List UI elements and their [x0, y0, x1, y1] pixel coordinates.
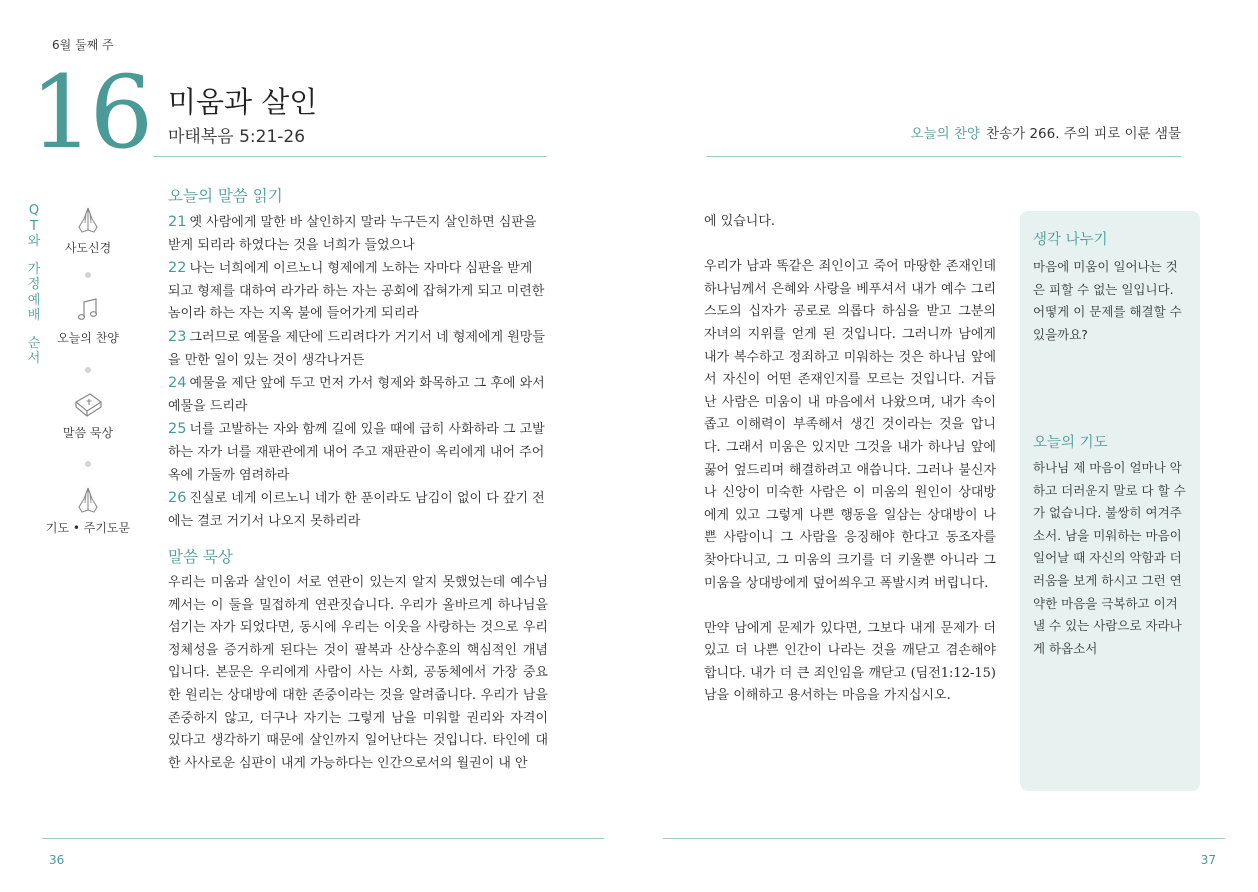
verse-number: 22	[168, 260, 187, 277]
vertical-char: 예	[27, 292, 41, 308]
verse	[168, 257, 548, 326]
meditation-paragraph: 우리가 남과 똑같은 죄인이고 죽어 마땅한 존재인데 하나님께서 은혜와 사랑을 베푸셔서 내가 예수 그리스도의 십자가 공로로 의롭다 하심을 받고 그분의 자녀의 지위를 얻게 된 것입니다. 그러니까 남에게 내가 복수하고 정죄하고 미워하는 것은 하나님 앞에서 자신이 어떤 존재인지를 모르는 것입니다. 거듭난 사람은 미움이 내 마음에서 나왔으며, 내가 속이 좁고 이해력이 부족해서 생긴 것이라는 것을 압니다. 그래서 미움은 있지만 그것을 내가 하나님 앞에 꿇어 엎드리며 해결하려고 애씁니다. 그러나 불신자나 신앙이 미숙한 사람은 이 미움의 원인이 상대방에게 있고 그렇게 나쁜 행동을 일삼는 상대방이 나쁜 사람이니 그 사람을 응징해야 한다고 동조자를 찾아다니고, 그 미움의 크기를 더 키울뿐 아니라 그 미움을 상대방에게 덮어씌우고 폭발시켜 버립니다.	[704, 259, 996, 591]
scripture-reference: 마태복음 5:21-26	[168, 127, 306, 147]
verse	[168, 487, 548, 533]
bible-icon	[72, 390, 104, 420]
meditation-paragraph: 에 있습니다.	[704, 214, 776, 229]
header-rule-right	[707, 156, 1181, 157]
prayer-text: 하나님 제 마음이 얼마나 악하고 더러운지 말로 다 할 수가 없습니다. 불쌍히 여겨주소서. 남을 미워하는 마음이 일어날 때 자신의 악함과 더러움을 보게 하시고 그런 연약한 마음을 극복하고 이겨낼 수 있는 사람으로 자라나게 하옵소서	[1033, 460, 1186, 656]
page-title: 미움과 살인	[168, 85, 318, 119]
sidebar-separator-dot	[85, 367, 91, 373]
prayer-heading: 오늘의 기도	[1033, 435, 1108, 451]
share-heading: 생각 나누기	[1033, 232, 1108, 248]
verse-text: 그러므로 예물을 제단에 드리려다가 거기서 네 형제에게 원망들을 만한 일이 있는 것이 생각나거든	[168, 329, 545, 368]
vertical-char: T	[30, 218, 38, 234]
header-rule-left	[153, 156, 547, 157]
week-label: 6월 둘째 주	[52, 38, 114, 52]
day-number: 16	[30, 54, 150, 171]
meditation-text-left: 우리는 미움과 살인이 서로 연관이 있는지 알지 못했었는데 예수님께서는 이 둘을 밀접하게 연관짓습니다. 우리가 올바르게 하나님을 섬기는 자가 되었다면, 동시에 우리는 이웃을 사랑하는 것으로 우리 정체성을 증거하게 된다는 것이 팔복과 산상수훈의 핵심적인 개념입니다. 본문은 우리에게 사람이 사는 사회, 공동체에서 가장 중요한 원리는 상대방에 대한 존중이라는 것을 알려줍니다. 우리가 남을 존중하지 않고, 더구나 자기는 그렇게 남을 미워할 권리와 자격이 있다고 생각하기 때문에 살인까지 일어난다는 것입니다. 타인에 대한 사사로운 심판이 내게 가능하다는 인간으로서의 월권이 내 안	[168, 575, 548, 771]
vertical-char: 가	[27, 261, 41, 277]
vertical-char: 와	[27, 234, 41, 249]
sidebar-separator-dot	[85, 461, 91, 467]
reading-heading: 오늘의 말씀 읽기	[168, 187, 283, 205]
verse-number: 24	[168, 375, 187, 392]
sidebar-item-label: 기도 • 주기도문	[45, 521, 131, 535]
verse	[168, 372, 548, 418]
sidebar-item-word-meditation	[43, 390, 133, 441]
page-number-right: 37	[1200, 853, 1216, 867]
praying-hands-icon	[73, 205, 103, 235]
page-number-left: 36	[49, 853, 65, 867]
verse-text: 나는 너희에게 이르노니 형제에게 노하는 자마다 심판을 받게 되고 형제를 대하여 라가라 하는 자는 공회에 잡혀가게 되고 미련한 놈이라 하는 자는 지옥 불에 들어가게 되리라	[168, 261, 545, 322]
verse	[168, 418, 548, 487]
verse-text: 진실로 네게 이르노니 네가 한 푼이라도 남김이 없이 다 갚기 전에는 결코 거기서 나오지 못하리라	[168, 491, 545, 529]
vertical-char: 서	[27, 351, 41, 366]
verse-number: 21	[168, 214, 187, 230]
praying-hands-icon	[73, 485, 103, 515]
music-note-icon	[73, 295, 103, 325]
sidebar-item-apostles-creed	[43, 205, 133, 256]
verse-number: 23	[168, 328, 187, 345]
footer-rule-right	[663, 838, 1225, 839]
vertical-gap	[27, 324, 41, 336]
verse	[168, 211, 548, 257]
share-text: 마음에 미움이 일어나는 것은 피할 수 없는 일입니다. 어떻게 이 문제를 해결할 수 있을까요?	[1033, 259, 1182, 342]
vertical-char: Q	[28, 203, 40, 218]
verse-text: 옛 사람에게 말한 바 살인하지 말라 누구든지 살인하면 심판을 받게 되리라 하였다는 것을 너희가 들었으나	[168, 215, 537, 253]
footer-rule-left	[42, 838, 604, 839]
aside-box	[1020, 211, 1200, 791]
verse-text: 너를 고발하는 자와 함께 길에 있을 때에 급히 사화하라 그 고발하는 자가 너를 재판관에게 내어 주고 재판관이 옥리에게 내어 주어 옥에 가둘까 염려하라	[168, 422, 545, 483]
meditation-paragraph: 만약 남에게 문제가 있다면, 그보다 내게 문제가 더 있고 더 나쁜 인간이 나라는 것을 깨닫고 겸손해야 합니다. 내가 더 큰 죄인임을 깨닫고 (딤전1:12-15) 남을 이해하고 용서하는 마음을 가지십시오.	[704, 620, 996, 704]
meditation-text-right	[704, 211, 996, 731]
verses-block	[168, 211, 548, 533]
vertical-section-title	[27, 203, 41, 367]
sidebar-item-todays-hymn	[43, 295, 133, 346]
sidebar-separator-dot	[85, 272, 91, 278]
verse-number: 25	[168, 421, 187, 438]
verse-text: 예물을 제단 앞에 두고 먼저 가서 형제와 화목하고 그 후에 와서 예물을 드리라	[168, 376, 545, 414]
sidebar-item-prayer	[43, 485, 133, 536]
vertical-char: 정	[27, 277, 41, 292]
verse	[168, 326, 548, 372]
hymn-label: 오늘의 찬양	[910, 126, 981, 142]
hymn-title: 찬송가 266. 주의 피로 이룬 샘물	[986, 126, 1181, 142]
sidebar-item-label: 말씀 묵상	[62, 426, 114, 440]
sidebar-item-label: 사도신경	[64, 241, 112, 255]
hymn-line	[911, 122, 1181, 142]
meditation-heading: 말씀 묵상	[168, 548, 233, 566]
vertical-char: 배	[27, 308, 41, 323]
vertical-gap	[27, 250, 41, 262]
vertical-char: 순	[27, 335, 41, 351]
sidebar-item-label: 오늘의 찬양	[57, 331, 119, 345]
verse-number: 26	[168, 490, 187, 507]
